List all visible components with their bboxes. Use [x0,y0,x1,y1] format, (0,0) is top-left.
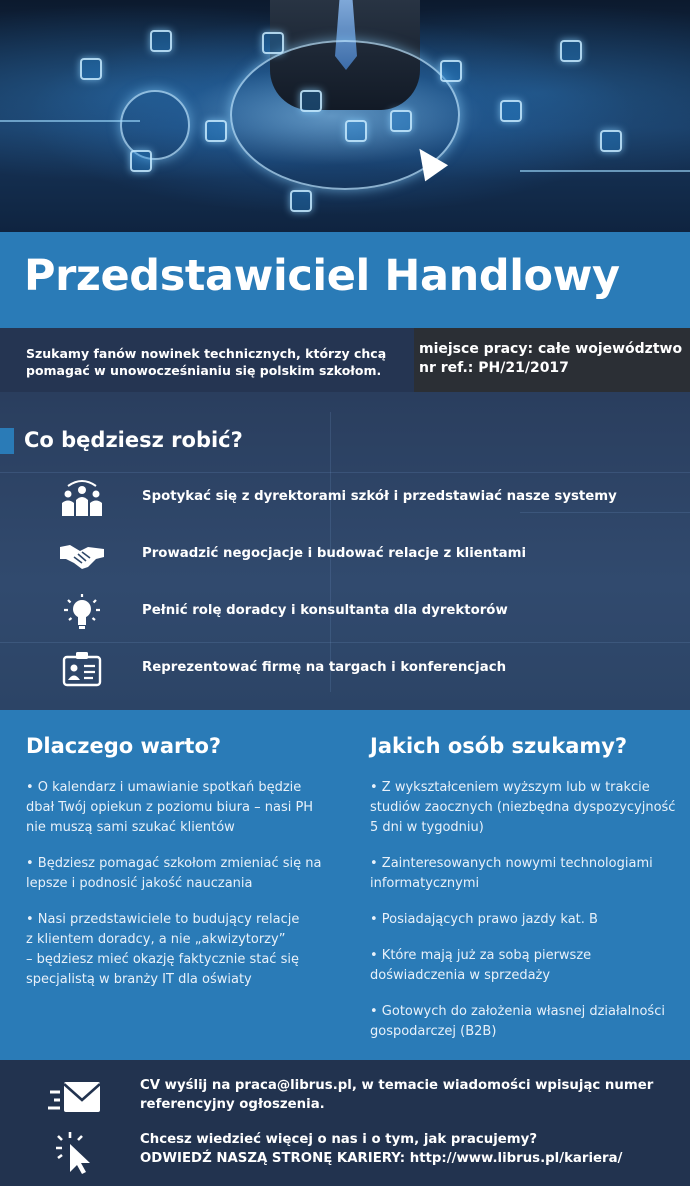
list-item [26,854,326,894]
intro-line: Szukamy fanów nowinek technicznych, którzy chcą [26,346,387,361]
contact-footer [0,1060,690,1186]
app-icon [150,30,172,52]
chart-icon [500,100,522,122]
duty-item [58,478,678,518]
list-item-line: specjalistą w branży IT dla oświaty [26,972,252,987]
handshake-icon [58,535,106,575]
click-cursor-icon [48,1130,104,1174]
intro-text [26,345,396,379]
globe-icon [120,90,190,160]
people-meeting-icon [58,478,106,518]
why-list [26,778,326,1006]
mail-icon [48,1076,104,1120]
list-item-line: • Nasi przedstawiciele to budujący relacje [26,912,300,927]
app-icon [600,130,622,152]
title-band [0,232,690,328]
light-stripe [520,170,690,172]
list-item [370,854,680,894]
cv-line: referencyjny ogłoszenia. [140,1097,325,1112]
list-item-line: doświadczenia w sprzedaży [370,968,551,983]
career-info [140,1130,680,1168]
list-item-line: z klientem doradcy, a nie „akwizytorzy” [26,932,286,947]
app-icon [560,40,582,62]
intro-row [0,328,690,392]
list-item-line: • O kalendarz i umawianie spotkań będzie [26,780,302,795]
list-item [370,778,680,838]
circuit-line [0,472,690,473]
id-badge-icon [58,649,106,689]
duty-item [58,649,678,689]
job-info-box [414,328,690,392]
duty-label: Prowadzić negocjacje i budować relacje z klientami [142,546,526,561]
app-icon [205,120,227,142]
location-text: miejsce pracy: całe województwo [419,341,683,357]
app-icon [345,120,367,142]
list-item-line: • Z wykształceniem wyższym lub w trakcie [370,780,650,795]
list-item-line: • Które mają już za sobą pierwsze [370,948,592,963]
list-item-line: lepsze i podnosić jakość nauczania [26,876,253,891]
duty-label: Pełnić rolę doradcy i konsultanta dla dyrektorów [142,603,508,618]
app-icon [300,90,322,112]
list-item-line: • Zainteresowanych nowymi technologiami [370,856,653,871]
light-stripe [0,120,140,122]
benefits-requirements-section [0,710,690,1060]
list-item [370,946,680,986]
cv-instructions [140,1076,680,1114]
camera-icon [130,150,152,172]
who-list [370,778,680,1058]
lightbulb-icon [58,592,106,632]
list-item-line: dbał Twój opiekun z poziomu biura – nasi PH [26,800,314,815]
cv-line: CV wyślij na praca@librus.pl, w temacie wiadomości wpisując numer [140,1078,654,1093]
chat-icon [80,58,102,80]
intro-line: pomagać w unowocześnianiu się polskim szkołom. [26,363,382,378]
list-item-line: • Posiadających prawo jazdy kat. B [370,912,598,927]
duties-heading: Co będziesz robić? [24,428,243,452]
list-item [26,778,326,838]
hero-image [0,0,690,232]
home-icon [262,32,284,54]
list-item-line: gospodarczej (B2B) [370,1024,497,1039]
list-item [370,910,680,930]
duty-item [58,535,678,575]
duties-section [0,392,690,710]
user-icon [390,110,412,132]
list-item [370,1002,680,1042]
why-heading: Dlaczego warto? [26,734,222,758]
reference-number: nr ref.: PH/21/2017 [419,360,569,376]
list-item-line: • Będziesz pomagać szkołom zmieniać się na [26,856,322,871]
list-item-line: nie muszą sami szukać klientów [26,820,235,835]
duty-label: Spotykać się z dyrektorami szkół i przedstawiać nasze systemy [142,489,617,504]
career-line: Chcesz wiedzieć więcej o nas i o tym, jak pracujemy? [140,1132,538,1147]
list-item-line: – będziesz mieć okazję faktycznie stać się [26,952,299,967]
wifi-icon [440,60,462,82]
duty-label: Reprezentować firmę na targach i konferencjach [142,660,507,675]
list-item-line: studiów zaocznych (niezbędna dyspozycyjność [370,800,676,815]
list-item-line: 5 dni w tygodniu) [370,820,484,835]
job-title: Przedstawiciel Handlowy [24,251,620,301]
list-item-line: • Gotowych do założenia własnej działalności [370,1004,665,1019]
circuit-line [0,642,690,643]
career-link[interactable]: ODWIEDŹ NASZĄ STRONĘ KARIERY: http://www.librus.pl/kariera/ [140,1151,623,1166]
duty-item [58,592,678,632]
mail-icon [290,190,312,212]
section-marker [0,428,14,454]
list-item [26,910,326,990]
list-item-line: informatycznymi [370,876,480,891]
who-heading: Jakich osób szukamy? [370,734,628,758]
